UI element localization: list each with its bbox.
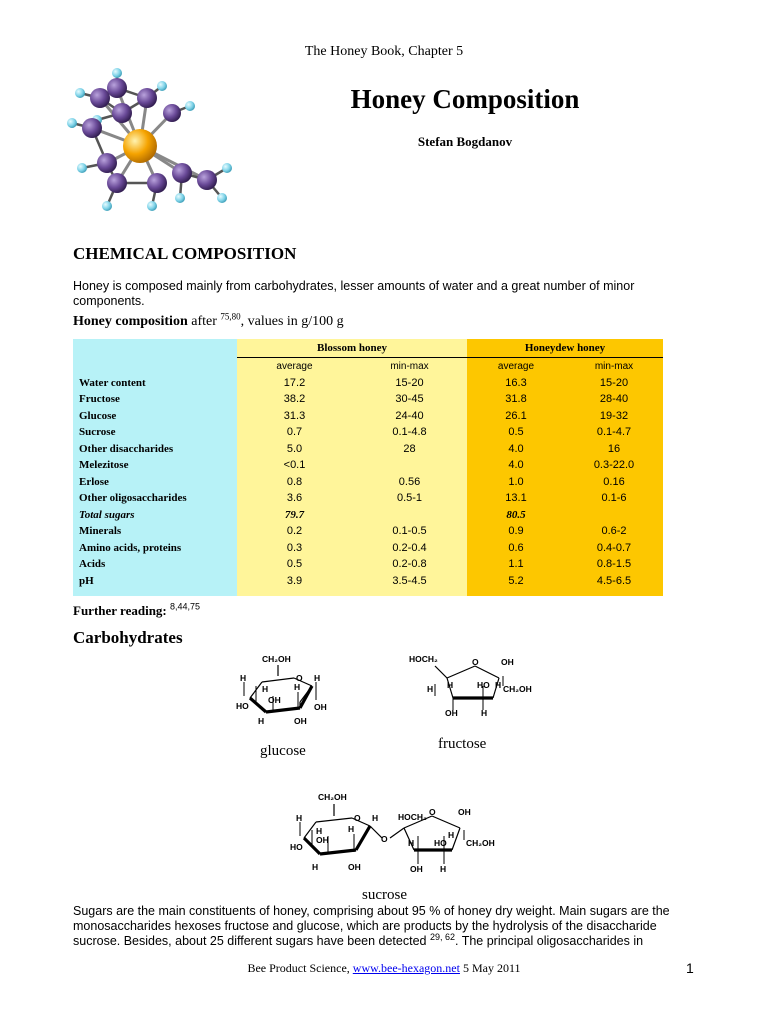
svg-text:HO: HO: [236, 701, 249, 711]
intro-paragraph: Honey is composed mainly from carbohydrates, lesser amounts of water and a great number of minor components.: [73, 279, 635, 308]
row-label: Sucrose: [73, 424, 237, 441]
honeydew-average-cell: 0.9: [467, 523, 565, 540]
sugars-paragraph: [73, 904, 698, 949]
blossom-minmax-cell: 28: [352, 441, 467, 458]
fructose-ch2oh-label: CH₂OH: [503, 684, 532, 694]
table-corner-cell: [73, 339, 237, 358]
blossom-minmax-cell: 0.2-0.4: [352, 540, 467, 557]
blossom-average-cell: 38.2: [237, 391, 352, 408]
further-reading-refs: 8,44,75: [170, 601, 201, 612]
page-title: Honey Composition: [350, 84, 580, 114]
honeydew-average-cell: 0.5: [467, 424, 565, 441]
blossom-honey-header: Blossom honey: [237, 339, 467, 358]
honeydew-minmax-cell: 0.4-0.7: [565, 540, 663, 557]
honeydew-average-cell: 80.5: [467, 507, 565, 524]
table-caption-refs: 75,80: [220, 311, 241, 322]
sucrose-ch2oh-right-label: CH₂OH: [466, 838, 495, 848]
row-label: Glucose: [73, 408, 237, 425]
svg-text:H: H: [372, 813, 379, 823]
svg-text:OH: OH: [501, 657, 514, 667]
blossom-minmax-cell: 0.1-0.5: [352, 523, 467, 540]
honeydew-average-cell: 5.2: [467, 573, 565, 596]
table-row: [73, 573, 663, 596]
blossom-average-header: average: [237, 358, 352, 375]
sugars-paragraph-part1: Sugars are the main constituents of honey, comprising about 95 % of honey dry weight. Main sugars are the monosaccharides hexoses fructose and glucose, which are products by the hydrolysis of the disaccharide sucrose. Besides, about 25 different sugars have been detected: [73, 904, 670, 948]
table-row: [73, 457, 663, 474]
glucose-caption: glucose: [260, 743, 306, 759]
honeydew-minmax-cell: 0.8-1.5: [565, 556, 663, 573]
blossom-average-cell: 5.0: [237, 441, 352, 458]
svg-text:OH: OH: [410, 864, 423, 874]
svg-text:OH: OH: [314, 702, 327, 712]
blossom-minmax-cell: [352, 507, 467, 524]
svg-text:H: H: [240, 673, 247, 683]
table-row: [73, 408, 663, 425]
svg-text:H: H: [312, 862, 319, 872]
honeydew-honey-header: Honeydew honey: [467, 339, 663, 358]
table-caption-after: after: [187, 314, 221, 329]
svg-text:H: H: [348, 824, 355, 834]
svg-text:O: O: [472, 657, 479, 667]
svg-text:H: H: [427, 684, 434, 694]
svg-text:OH: OH: [316, 835, 329, 845]
svg-text:H: H: [316, 826, 323, 836]
row-label: Water content: [73, 375, 237, 392]
sucrose-ch2oh-top-label: CH₂OH: [318, 792, 347, 802]
honeydew-minmax-cell: 0.3-22.0: [565, 457, 663, 474]
blossom-average-cell: 0.2: [237, 523, 352, 540]
table-caption: [73, 311, 344, 330]
further-reading: [73, 603, 200, 619]
honeydew-minmax-cell: 15-20: [565, 375, 663, 392]
table-row: [73, 556, 663, 573]
blossom-minmax-cell: 30-45: [352, 391, 467, 408]
table-caption-rest: , values in g/100 g: [240, 314, 344, 329]
table-row: [73, 540, 663, 557]
glucose-ch2oh-label: CH₂OH: [262, 654, 291, 664]
honeydew-minmax-cell: 0.1-6: [565, 490, 663, 507]
glucose-structure: [228, 652, 338, 730]
honeydew-average-cell: 4.0: [467, 441, 565, 458]
sugars-paragraph-refs: 29, 62: [429, 931, 455, 942]
running-header: The Honey Book, Chapter 5: [304, 44, 464, 59]
author-name: Stefan Bogdanov: [417, 134, 513, 149]
honeydew-average-cell: 16.3: [467, 375, 565, 392]
blossom-average-cell: 3.6: [237, 490, 352, 507]
blossom-minmax-cell: 0.5-1: [352, 490, 467, 507]
svg-text:OH: OH: [445, 708, 458, 718]
row-label: Total sugars: [73, 507, 237, 524]
table-subheader-row: [73, 358, 663, 375]
table-caption-bold: Honey composition: [73, 314, 188, 329]
svg-text:O: O: [296, 673, 303, 683]
footer-prefix: Bee Product Science,: [247, 961, 353, 975]
svg-text:O: O: [429, 807, 436, 817]
blossom-minmax-cell: 0.1-4.8: [352, 424, 467, 441]
fructose-hoch2-label: HOCH₂: [409, 654, 438, 664]
sucrose-caption: sucrose: [362, 887, 407, 903]
honeydew-average-cell: 4.0: [467, 457, 565, 474]
svg-text:H: H: [481, 708, 488, 718]
row-label: Minerals: [73, 523, 237, 540]
row-label: Acids: [73, 556, 237, 573]
blossom-minmax-cell: 15-20: [352, 375, 467, 392]
svg-text:H: H: [408, 838, 415, 848]
blossom-average-cell: 31.3: [237, 408, 352, 425]
table-row: [73, 523, 663, 540]
row-label: Fructose: [73, 391, 237, 408]
svg-text:H: H: [495, 680, 502, 690]
row-label: Other disaccharides: [73, 441, 237, 458]
blossom-average-cell: 0.8: [237, 474, 352, 491]
fructose-caption: fructose: [438, 736, 487, 752]
blossom-minmax-cell: [352, 457, 467, 474]
svg-text:H: H: [448, 830, 455, 840]
honeydew-average-header: average: [467, 358, 565, 375]
fructose-structure: [405, 652, 540, 722]
honeydew-minmax-cell: 0.6-2: [565, 523, 663, 540]
blossom-average-cell: <0.1: [237, 457, 352, 474]
svg-text:HO: HO: [477, 680, 490, 690]
svg-text:OH: OH: [348, 862, 361, 872]
svg-text:HO: HO: [434, 838, 447, 848]
table-row: [73, 474, 663, 491]
honeydew-minmax-cell: [565, 507, 663, 524]
molecule-illustration: [62, 68, 242, 218]
honeydew-average-cell: 0.6: [467, 540, 565, 557]
blossom-average-cell: 0.5: [237, 556, 352, 573]
table-subheader-label-cell: [73, 358, 237, 375]
svg-text:HO: HO: [290, 842, 303, 852]
carbohydrates-heading: Carbohydrates: [73, 628, 183, 647]
honeydew-average-cell: 1.1: [467, 556, 565, 573]
blossom-minmax-header: min-max: [352, 358, 467, 375]
honeydew-average-cell: 1.0: [467, 474, 565, 491]
svg-text:H: H: [258, 716, 265, 726]
blossom-minmax-cell: 3.5-4.5: [352, 573, 467, 596]
row-label: pH: [73, 573, 237, 596]
blossom-minmax-cell: 0.56: [352, 474, 467, 491]
honeydew-minmax-cell: 0.1-4.7: [565, 424, 663, 441]
footer-suffix: 5 May 2011: [459, 961, 521, 975]
section-heading: CHEMICAL COMPOSITION: [73, 244, 297, 263]
honeydew-average-cell: 26.1: [467, 408, 565, 425]
row-label: Erlose: [73, 474, 237, 491]
footer-website-link[interactable]: www.bee-hexagon.net: [352, 961, 460, 975]
page-footer: [0, 961, 768, 976]
svg-text:H: H: [296, 813, 303, 823]
blossom-average-cell: 79.7: [237, 507, 352, 524]
table-group-header-row: [73, 339, 663, 358]
honeydew-average-cell: 13.1: [467, 490, 565, 507]
table-row: [73, 424, 663, 441]
table-row: [73, 391, 663, 408]
blossom-average-cell: 0.3: [237, 540, 352, 557]
table-row: [73, 507, 663, 524]
row-label: Amino acids, proteins: [73, 540, 237, 557]
honeydew-minmax-cell: 4.5-6.5: [565, 573, 663, 596]
honeydew-minmax-cell: 19-32: [565, 408, 663, 425]
blossom-average-cell: 3.9: [237, 573, 352, 596]
svg-text:O: O: [381, 834, 388, 844]
svg-text:H: H: [440, 864, 447, 874]
svg-text:OH: OH: [458, 807, 471, 817]
blossom-minmax-cell: 24-40: [352, 408, 467, 425]
honeydew-minmax-cell: 0.16: [565, 474, 663, 491]
table-row: [73, 441, 663, 458]
sucrose-hoch2-label: HOCH₂: [398, 812, 427, 822]
honeydew-average-cell: 31.8: [467, 391, 565, 408]
svg-text:H: H: [294, 682, 301, 692]
honeydew-minmax-cell: 28-40: [565, 391, 663, 408]
further-reading-label: Further reading:: [73, 603, 167, 618]
svg-text:O: O: [354, 813, 361, 823]
svg-text:OH: OH: [268, 695, 281, 705]
table-row: [73, 375, 663, 392]
row-label: Other oligosaccharides: [73, 490, 237, 507]
honeydew-minmax-cell: 16: [565, 441, 663, 458]
svg-text:H: H: [262, 684, 269, 694]
svg-text:H: H: [447, 680, 454, 690]
table-row: [73, 490, 663, 507]
blossom-minmax-cell: 0.2-0.8: [352, 556, 467, 573]
honeydew-minmax-header: min-max: [565, 358, 663, 375]
svg-text:H: H: [314, 673, 321, 683]
blossom-average-cell: 17.2: [237, 375, 352, 392]
honey-composition-table: [73, 339, 663, 596]
svg-text:OH: OH: [294, 716, 307, 726]
row-label: Melezitose: [73, 457, 237, 474]
sugars-paragraph-part2: . The principal oligosaccharides in: [454, 934, 644, 948]
page-number: 1: [686, 960, 694, 976]
sucrose-structure: [282, 790, 522, 882]
blossom-average-cell: 0.7: [237, 424, 352, 441]
